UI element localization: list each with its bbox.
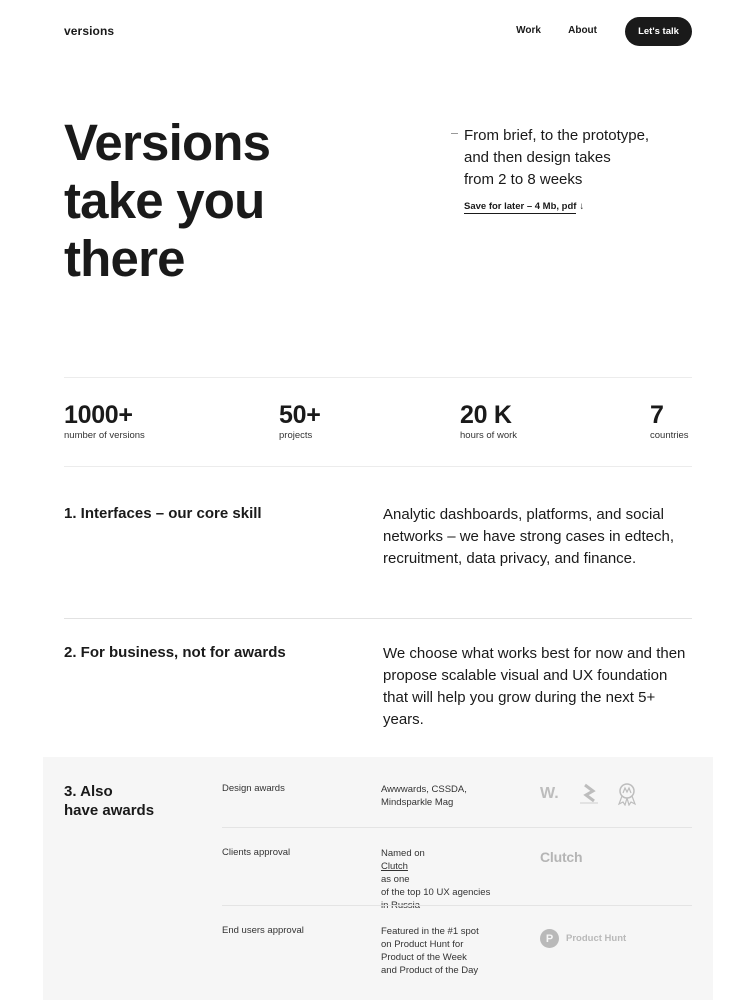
award-label: End users approval bbox=[222, 925, 304, 936]
awards-title-line: 3. Also bbox=[64, 783, 113, 800]
design-award-logos bbox=[540, 782, 639, 806]
product-hunt-logo bbox=[540, 929, 626, 948]
stat-projects bbox=[279, 401, 321, 441]
clutch-logo-text: Clutch bbox=[540, 849, 583, 865]
award-label: Design awards bbox=[222, 783, 285, 794]
award-description bbox=[381, 847, 501, 912]
cssda-logo-icon bbox=[577, 783, 601, 805]
hero-title bbox=[64, 114, 394, 288]
product-hunt-icon: P bbox=[540, 929, 559, 948]
hero-dash-decoration bbox=[451, 133, 458, 134]
awwwards-logo: W. bbox=[540, 785, 559, 802]
lets-talk-button[interactable]: Let's talk bbox=[625, 17, 692, 46]
award-description-line: Awwwards, CSSDA, bbox=[381, 784, 467, 795]
hero-title-line: Versions bbox=[64, 114, 271, 171]
save-pdf-link[interactable] bbox=[464, 201, 584, 212]
award-description bbox=[381, 783, 501, 809]
awards-section bbox=[43, 757, 713, 1000]
stat-label: projects bbox=[279, 430, 313, 441]
section-title-business: 2. For business, not for awards bbox=[64, 644, 286, 661]
clutch-link[interactable]: Clutch bbox=[381, 861, 408, 872]
divider bbox=[64, 466, 692, 467]
award-description-line: of the top 10 UX agencies bbox=[381, 887, 491, 898]
save-pdf-label: Save for later – 4 Mb, pdf bbox=[464, 201, 577, 212]
stat-countries bbox=[650, 401, 689, 441]
award-description-line: and Product of the Day bbox=[381, 965, 479, 976]
award-description-line: on Product Hunt for bbox=[381, 939, 464, 950]
award-description bbox=[381, 925, 501, 977]
award-description-line bbox=[381, 847, 501, 886]
award-description-text: Named on bbox=[381, 848, 425, 859]
section-body-interfaces: Analytic dashboards, platforms, and social networks – we have strong cases in edtech, recruitment, data privacy, and finance. bbox=[383, 506, 674, 567]
stat-label: hours of work bbox=[460, 430, 518, 441]
section-body-business: We choose what works best for now and then propose scalable visual and UX foundation that will help you grow during the next 5+ years. bbox=[383, 645, 686, 728]
awards-title bbox=[64, 782, 154, 820]
stat-value: 20 K bbox=[460, 401, 512, 429]
award-label: Clients approval bbox=[222, 847, 291, 858]
nav-link-work[interactable]: Work bbox=[516, 25, 541, 36]
hero-description-line: from 2 to 8 weeks bbox=[464, 171, 583, 188]
divider bbox=[64, 377, 692, 378]
hero-description-line: and then design takes bbox=[464, 149, 611, 166]
award-description-text: as one bbox=[381, 874, 410, 885]
divider bbox=[222, 905, 692, 906]
section-title-interfaces: 1. Interfaces – our core skill bbox=[64, 505, 262, 522]
stat-value: 7 bbox=[650, 401, 664, 429]
award-description-line: Mindsparkle Mag bbox=[381, 797, 454, 808]
stat-value: 50+ bbox=[279, 401, 321, 429]
hero-title-line: there bbox=[64, 230, 185, 287]
stat-hours bbox=[460, 401, 517, 441]
brand-logo[interactable]: versions bbox=[64, 24, 115, 38]
hero-description-line: From brief, to the prototype, bbox=[464, 127, 650, 144]
arrow-down-icon: ↓ bbox=[579, 201, 585, 212]
awards-title-line: have awards bbox=[64, 802, 155, 819]
divider bbox=[64, 618, 692, 619]
award-description-line: Featured in the #1 spot bbox=[381, 926, 479, 937]
stat-label: countries bbox=[650, 430, 689, 441]
divider bbox=[222, 827, 692, 828]
mindsparkle-badge-icon bbox=[615, 782, 639, 806]
award-description-line: Product of the Week bbox=[381, 952, 467, 963]
product-hunt-logo-text: Product Hunt bbox=[566, 933, 627, 944]
stat-versions bbox=[64, 401, 145, 441]
stat-value: 1000+ bbox=[64, 401, 133, 429]
hero-title-line: take you bbox=[64, 172, 265, 229]
hero-description bbox=[464, 125, 694, 191]
clutch-logo bbox=[540, 849, 582, 865]
top-nav bbox=[0, 17, 692, 46]
nav-link-about[interactable]: About bbox=[568, 25, 597, 36]
stat-label: number of versions bbox=[64, 430, 145, 441]
